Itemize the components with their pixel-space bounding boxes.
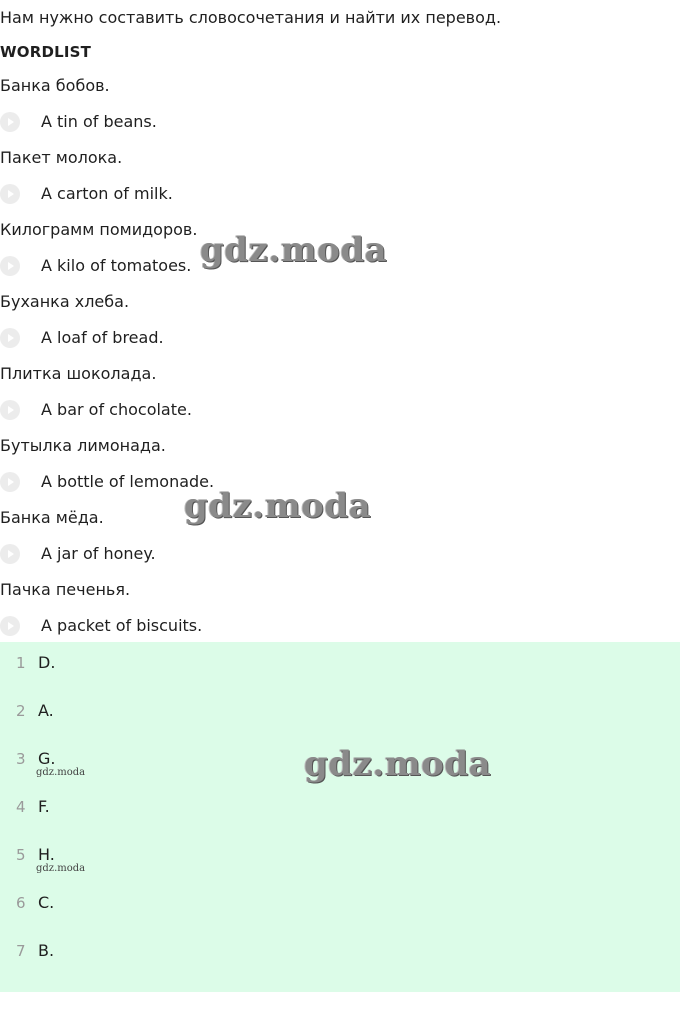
answer-value: G. [38, 749, 56, 768]
answer-value: F. [38, 797, 50, 816]
answer-value: A. [38, 701, 54, 720]
phrase-ru: Килограмм помидоров. [0, 220, 198, 239]
play-icon[interactable] [0, 328, 20, 348]
answer-value: B. [38, 941, 55, 960]
watermark: gdz.moda [304, 744, 492, 784]
intro-text: Нам нужно составить словосочетания и найти их перевод. [0, 8, 502, 27]
phrase-ru: Банка мёда. [0, 508, 104, 527]
phrase-en: A tin of beans. [41, 112, 157, 131]
answers-panel [0, 642, 680, 992]
phrase-en: A jar of honey. [41, 544, 156, 563]
phrase-en: A bottle of lemonade. [41, 472, 215, 491]
phrase-en: A packet of biscuits. [41, 616, 203, 635]
phrase-ru: Пачка печенья. [0, 580, 131, 599]
play-icon[interactable] [0, 256, 20, 276]
play-icon[interactable] [0, 544, 20, 564]
play-icon[interactable] [0, 616, 20, 636]
watermark-small: gdz.moda [36, 767, 86, 778]
watermark: gdz.moda [200, 230, 388, 270]
answer-value: H. [38, 845, 55, 864]
play-icon[interactable] [0, 400, 20, 420]
play-icon[interactable] [0, 184, 20, 204]
answer-number: 5 [16, 846, 26, 864]
phrase-ru: Пакет молока. [0, 148, 123, 167]
answer-value: D. [38, 653, 56, 672]
answer-number: 6 [16, 894, 26, 912]
phrase-en: A kilo of tomatoes. [41, 256, 192, 275]
watermark-small: gdz.moda [36, 863, 86, 874]
phrase-ru: Бутылка лимонада. [0, 436, 166, 455]
wordlist-heading: WORDLIST [0, 43, 92, 61]
answer-value: C. [38, 893, 55, 912]
watermark: gdz.moda [184, 486, 372, 526]
answer-number: 7 [16, 942, 26, 960]
answer-number: 2 [16, 702, 26, 720]
play-icon[interactable] [0, 112, 20, 132]
phrase-ru: Банка бобов. [0, 76, 110, 95]
play-icon[interactable] [0, 472, 20, 492]
phrase-en: A carton of milk. [41, 184, 173, 203]
answer-number: 3 [16, 750, 26, 768]
phrase-ru: Плитка шоколада. [0, 364, 157, 383]
answer-number: 4 [16, 798, 26, 816]
phrase-ru: Буханка хлеба. [0, 292, 130, 311]
phrase-en: A bar of chocolate. [41, 400, 192, 419]
phrase-en: A loaf of bread. [41, 328, 164, 347]
answer-number: 1 [16, 654, 26, 672]
